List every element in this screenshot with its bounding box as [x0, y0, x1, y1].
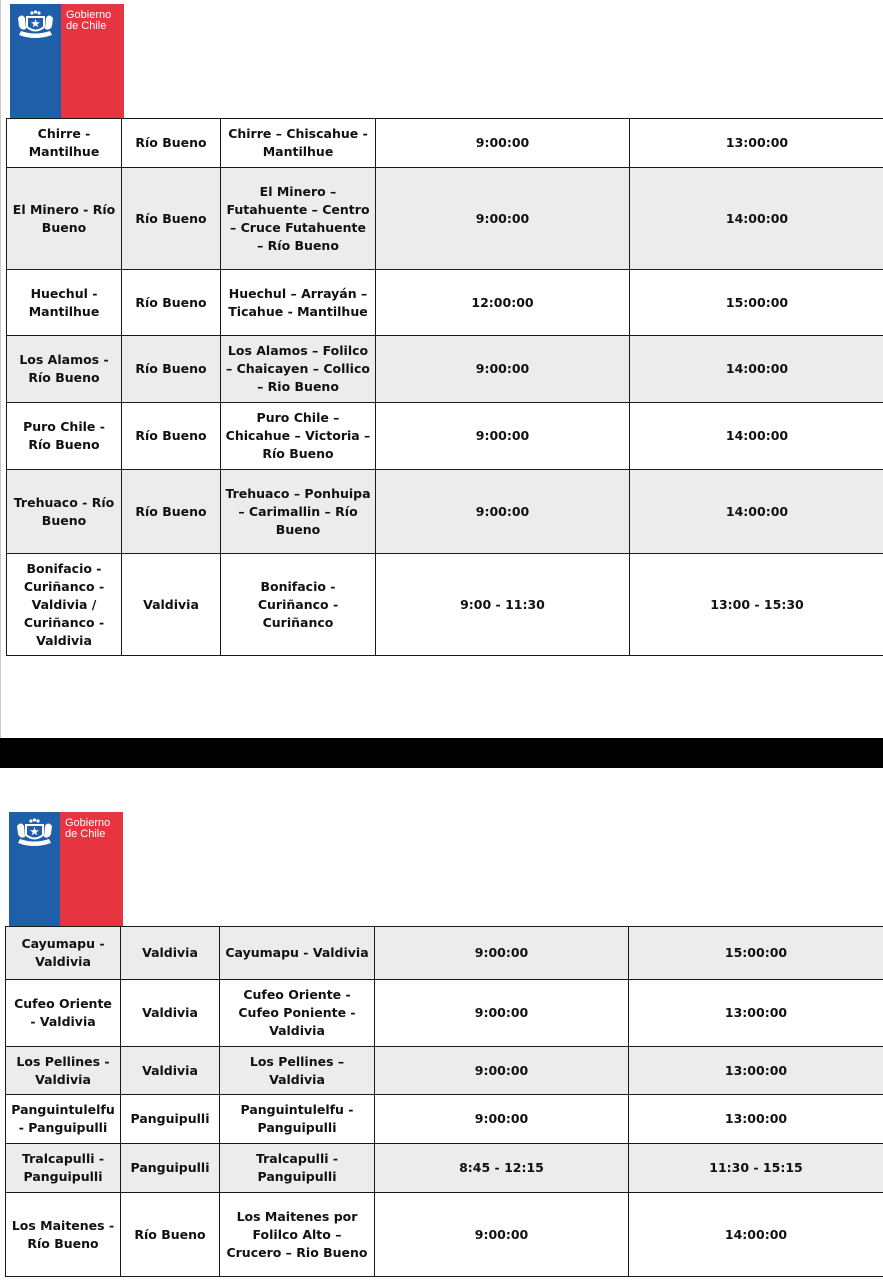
cell-ida: 9:00 - 11:30	[376, 554, 630, 656]
document-page-2	[0, 768, 883, 1280]
table-row	[7, 270, 883, 336]
cell-comuna: Río Bueno	[122, 168, 221, 270]
cell-ida: 9:00:00	[376, 470, 630, 554]
cell-comuna: Río Bueno	[122, 336, 221, 403]
logo-blue-panel	[10, 4, 61, 118]
cell-comuna: Río Bueno	[122, 270, 221, 336]
cell-vuelta: 13:00 - 15:30	[630, 554, 883, 656]
schedule-table-1	[6, 118, 883, 656]
cell-sector: Los Pellines - Valdivia	[6, 1047, 121, 1095]
table-row	[7, 470, 883, 554]
cell-vuelta: 15:00:00	[629, 927, 883, 980]
table-row	[7, 168, 883, 270]
cell-vuelta: 13:00:00	[630, 119, 883, 168]
logo-text-line-2: de Chile	[66, 20, 107, 32]
cell-comuna: Valdivia	[121, 980, 220, 1047]
logo-text	[66, 10, 111, 32]
table-row	[6, 1047, 883, 1095]
cell-sector: Los Alamos - Río Bueno	[7, 336, 122, 403]
cell-sector: Cufeo Oriente - Valdivia	[6, 980, 121, 1047]
cell-sector: El Minero - Río Bueno	[7, 168, 122, 270]
cell-ruta: Huechul – Arrayán – Ticahue - Mantilhue	[221, 270, 376, 336]
cell-ruta: Cayumapu - Valdivia	[220, 927, 375, 980]
cell-ruta: Puro Chile – Chicahue – Victoria – Río Bueno	[221, 403, 376, 470]
cell-sector: Panguintulelfu - Panguipulli	[6, 1095, 121, 1144]
cell-ida: 8:45 - 12:15	[375, 1144, 629, 1193]
cell-ida: 9:00:00	[376, 119, 630, 168]
table-row	[6, 1144, 883, 1193]
cell-vuelta: 14:00:00	[630, 336, 883, 403]
cell-comuna: Valdivia	[121, 927, 220, 980]
cell-ruta: Los Alamos – Folilco – Chaicayen – Collico – Rio Bueno	[221, 336, 376, 403]
table-row	[7, 403, 883, 470]
table-row	[6, 927, 883, 980]
cell-ruta: Los Maitenes por Folilco Alto – Crucero – Rio Bueno	[220, 1193, 375, 1277]
cell-vuelta: 13:00:00	[629, 1047, 883, 1095]
cell-ida: 9:00:00	[376, 168, 630, 270]
cell-ruta: Los Pellines – Valdivia	[220, 1047, 375, 1095]
cell-ida: 9:00:00	[375, 1193, 629, 1277]
logo-blue-panel	[9, 812, 60, 926]
cell-sector: Puro Chile - Río Bueno	[7, 403, 122, 470]
coat-of-arms-icon	[15, 9, 56, 41]
coat-of-arms-icon	[14, 817, 55, 849]
cell-sector: Trehuaco - Río Bueno	[7, 470, 122, 554]
cell-ida: 9:00:00	[375, 1095, 629, 1144]
cell-ida: 9:00:00	[375, 980, 629, 1047]
cell-comuna: Panguipulli	[121, 1095, 220, 1144]
logo-text-line-1: Gobierno	[66, 9, 112, 21]
cell-sector: Bonifacio - Curiñanco - Valdivia / Curiñanco - Valdivia	[7, 554, 122, 656]
cell-comuna: Río Bueno	[122, 470, 221, 554]
cell-sector: Los Maitenes - Río Bueno	[6, 1193, 121, 1277]
cell-vuelta: 13:00:00	[629, 1095, 883, 1144]
cell-vuelta: 14:00:00	[630, 470, 883, 554]
table-row	[6, 980, 883, 1047]
gobierno-de-chile-logo	[10, 4, 124, 118]
cell-vuelta: 14:00:00	[629, 1193, 883, 1277]
cell-ruta: Bonifacio - Curiñanco - Curiñanco	[221, 554, 376, 656]
cell-ruta: El Minero – Futahuente – Centro – Cruce Futahuente – Río Bueno	[221, 168, 376, 270]
logo-red-panel	[60, 812, 123, 926]
cell-ruta: Panguintulelfu - Panguipulli	[220, 1095, 375, 1144]
logo-text-line-1: Gobierno	[65, 817, 111, 829]
cell-ida: 9:00:00	[375, 1047, 629, 1095]
table-row	[6, 1193, 883, 1277]
table-row	[7, 554, 883, 656]
cell-vuelta: 11:30 - 15:15	[629, 1144, 883, 1193]
table-row	[7, 119, 883, 168]
cell-ida: 12:00:00	[376, 270, 630, 336]
cell-ruta: Cufeo Oriente - Cufeo Poniente - Valdivia	[220, 980, 375, 1047]
cell-vuelta: 14:00:00	[630, 403, 883, 470]
cell-sector: Chirre - Mantilhue	[7, 119, 122, 168]
table-row	[6, 1095, 883, 1144]
cell-sector: Tralcapulli - Panguipulli	[6, 1144, 121, 1193]
cell-ruta: Tralcapulli - Panguipulli	[220, 1144, 375, 1193]
cell-vuelta: 14:00:00	[630, 168, 883, 270]
cell-comuna: Valdivia	[122, 554, 221, 656]
gobierno-de-chile-logo	[9, 812, 123, 926]
cell-ruta: Trehuaco – Ponhuipa – Carimallin – Río Bueno	[221, 470, 376, 554]
logo-text	[65, 818, 110, 840]
cell-vuelta: 15:00:00	[630, 270, 883, 336]
cell-ida: 9:00:00	[376, 403, 630, 470]
cell-ruta: Chirre – Chiscahue - Mantilhue	[221, 119, 376, 168]
cell-comuna: Río Bueno	[122, 403, 221, 470]
page-separator	[0, 738, 883, 768]
logo-red-panel	[61, 4, 124, 118]
cell-comuna: Valdivia	[121, 1047, 220, 1095]
logo-text-line-2: de Chile	[65, 828, 106, 840]
cell-sector: Huechul - Mantilhue	[7, 270, 122, 336]
cell-comuna: Río Bueno	[122, 119, 221, 168]
cell-ida: 9:00:00	[376, 336, 630, 403]
cell-comuna: Río Bueno	[121, 1193, 220, 1277]
cell-vuelta: 13:00:00	[629, 980, 883, 1047]
cell-comuna: Panguipulli	[121, 1144, 220, 1193]
table-row	[7, 336, 883, 403]
cell-ida: 9:00:00	[375, 927, 629, 980]
cell-sector: Cayumapu - Valdivia	[6, 927, 121, 980]
schedule-table-2	[5, 926, 883, 1277]
